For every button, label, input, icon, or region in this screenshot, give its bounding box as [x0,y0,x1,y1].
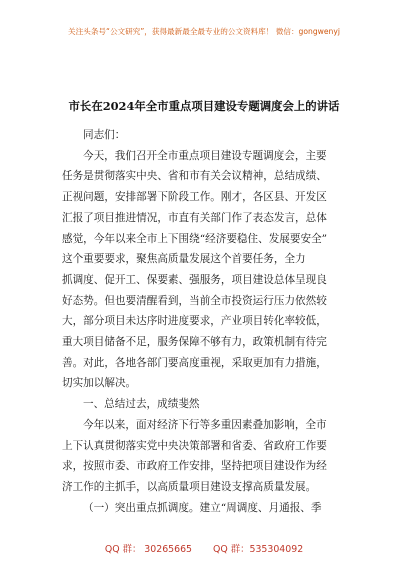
body-line: （一）突出重点抓调度。建立“周调度、月通报、季 [83,501,322,514]
body-line: 重大项目储备不足，服务保障不够有力，政策机制有待完 [62,336,327,349]
body-line: 济工作的主抓手，以高质量项目建设支撑高质量发展。 [62,480,317,493]
body-line: 这个重要要求，聚焦高质量发展这个首要任务，全力 [62,253,306,266]
footer-qq-group-2: QQ 群：535304092 [213,544,304,555]
document-body [62,121,360,518]
section-heading: 一、总结过去，成绩斐然 [83,398,200,411]
body-line: 大，部分项目未达序时进度要求，产业项目转化率较低， [62,315,327,328]
body-line: 求，按照市委、市政府工作安排，坚持把项目建设作为经 [62,460,327,473]
body-line: 好态势。但也要清醒看到，当前全市投资运行压力依然较 [62,294,327,307]
document-title: 市长在2024年全市重点项目建设专题调度会上的讲话 [68,99,340,113]
body-line: 任务是贯彻落实中央、省和市有关会议精神，总结成绩、 [62,170,327,183]
body-line: 汇报了项目推进情况，市直有关部门作了表态发言，总体 [62,211,327,224]
body-line: 善。对此，各地各部门要高度重视，采取更加有力措施， [62,356,327,369]
header-banner: 关注头条号“公文研究”，获得最新最全最专业的公文资料库！ 微信：gongwenyj [68,27,340,36]
body-line: 今年以来，面对经济下行等多重因素叠加影响，全市 [83,418,327,431]
body-line: 切实加以解决。 [62,377,137,390]
body-line: 上下认真贯彻落实党中央决策部署和省委、省政府工作要 [62,439,327,452]
footer-qq-group-1: QQ 群： 30265665 [104,544,193,555]
body-line: 正视问题，安排部署下阶段工作。刚才，各区县、开发区 [62,191,327,204]
footer-contacts [0,541,408,555]
body-line: 感觉，今年以来全市上下围绕“经济要稳住、发展要安全” [62,232,328,245]
greeting: 同志们： [83,129,126,141]
body-line: 今天，我们召开全市重点项目建设专题调度会，主要 [83,149,327,162]
body-line: 抓调度、促开工、保要素、强服务，项目建设总体呈现良 [62,273,327,286]
